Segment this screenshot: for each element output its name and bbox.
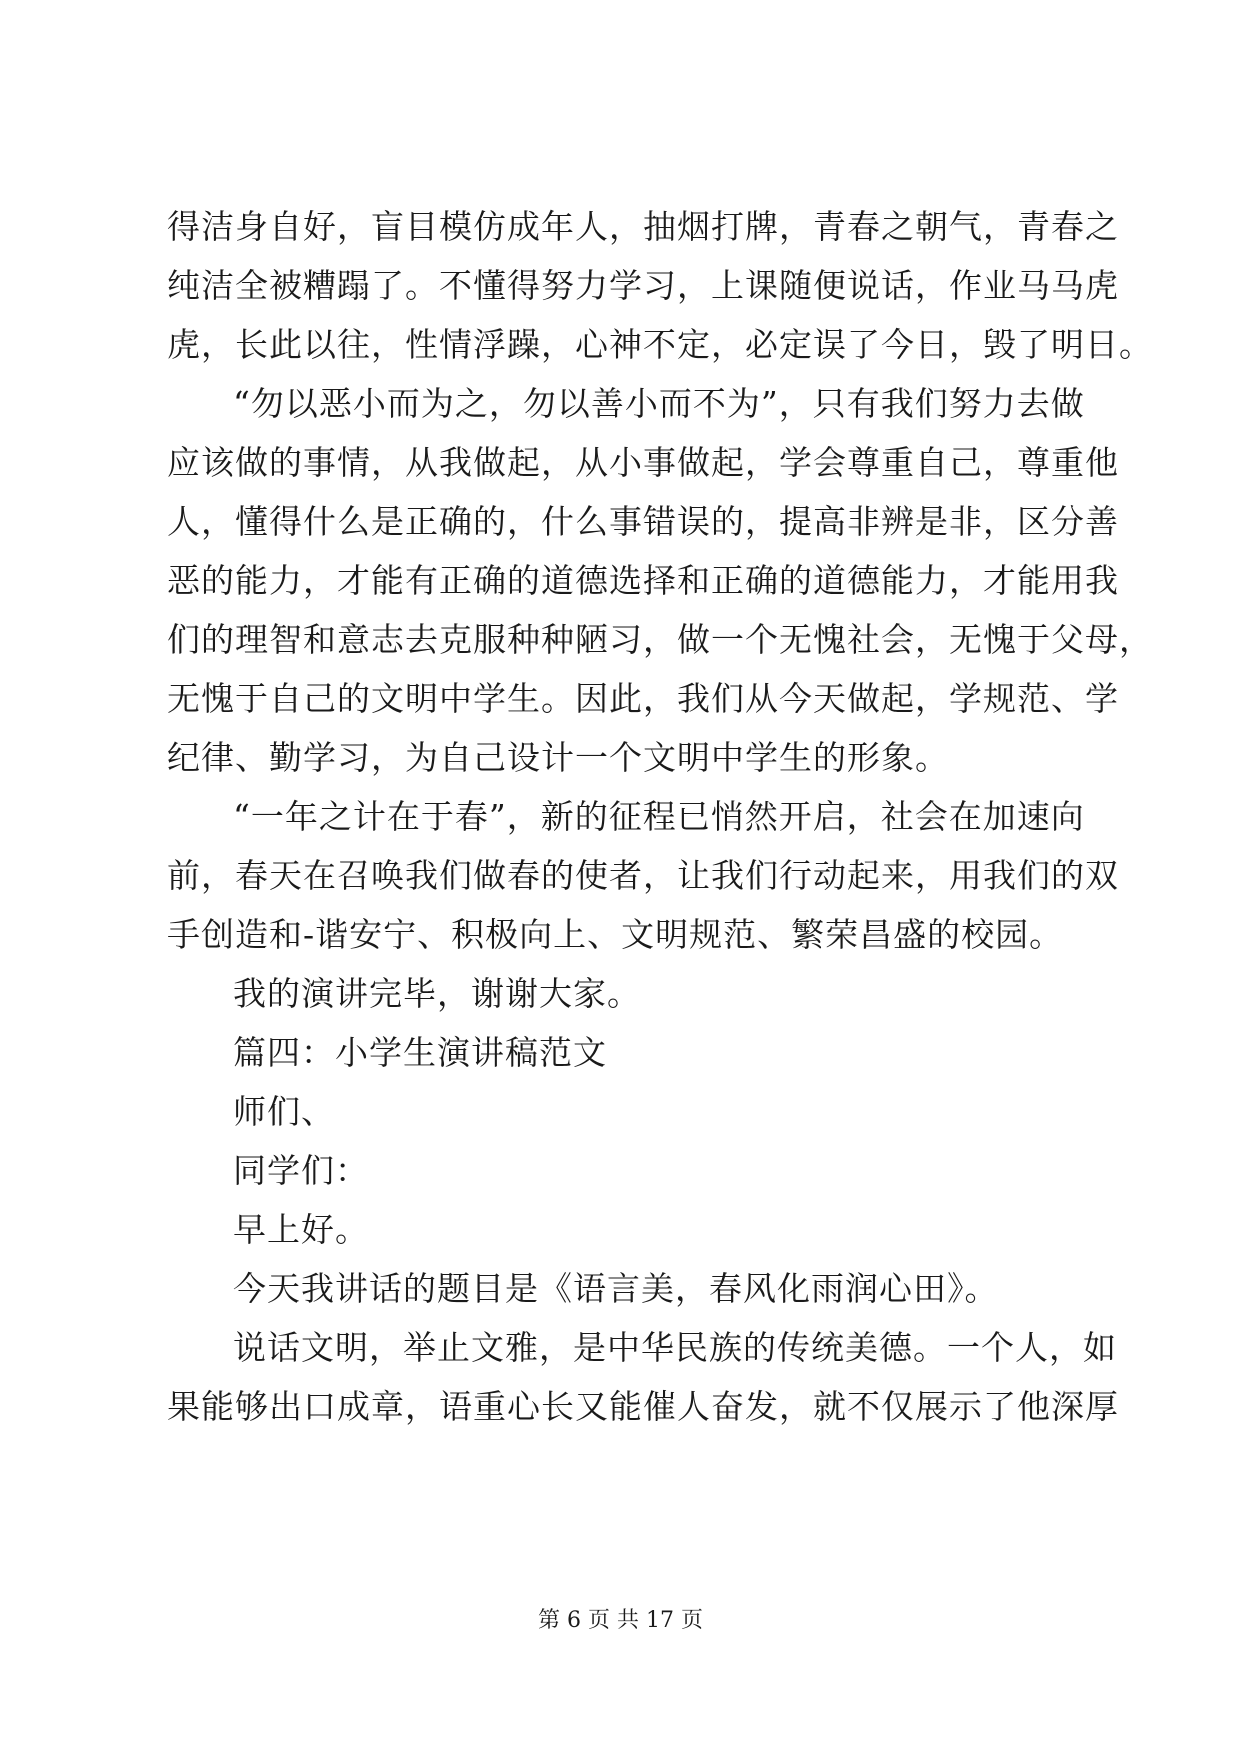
body-line: 果能够出口成章，语重心长又能催人奋发，就不仅展示了他深厚 [167,1387,1119,1426]
body-line: 我的演讲完毕，谢谢大家。 [233,974,641,1013]
body-line: “一年之计在于春”，新的征程已悄然开启，社会在加速向 [233,797,1085,836]
body-line: 师们、 [233,1092,335,1131]
body-line: 人，懂得什么是正确的，什么事错误的，提高非辨是非，区分善 [167,502,1119,541]
body-line: 应该做的事情，从我做起，从小事做起，学会尊重自己，尊重他 [167,443,1119,482]
body-line: 同学们： [233,1151,369,1190]
body-line: 早上好。 [233,1210,369,1249]
body-line: 虎，长此以往，性情浮躁，心神不定，必定误了今日，毁了明日。 [167,325,1153,364]
body-line: 手创造和-谐安宁、积极向上、文明规范、繁荣昌盛的校园。 [167,915,1064,954]
body-line: 纯洁全被糟蹋了。不懂得努力学习，上课随便说话，作业马马虎 [167,266,1119,305]
body-line: 无愧于自己的文明中学生。因此，我们从今天做起，学规范、学 [167,679,1119,718]
body-line: “勿以恶小而为之，勿以善小而不为”，只有我们努力去做 [233,384,1085,423]
body-line: 说话文明，举止文雅，是中华民族的传统美德。一个人，如 [233,1328,1117,1367]
section-heading: 篇四：小学生演讲稿范文 [233,1033,607,1072]
body-line: 恶的能力，才能有正确的道德选择和正确的道德能力，才能用我 [167,561,1119,600]
page-number-footer: 第 6 页 共 17 页 [538,1608,703,1633]
body-line: 今天我讲话的题目是《语言美，春风化雨润心田》。 [233,1269,999,1308]
body-line: 们的理智和意志去克服种种陋习，做一个无愧社会，无愧于父母， [167,620,1153,659]
body-line: 前，春天在召唤我们做春的使者，让我们行动起来，用我们的双 [167,856,1119,895]
body-line: 纪律、勤学习，为自己设计一个文明中学生的形象。 [167,738,949,777]
body-line: 得洁身自好，盲目模仿成年人，抽烟打牌，青春之朝气，青春之 [167,207,1119,246]
